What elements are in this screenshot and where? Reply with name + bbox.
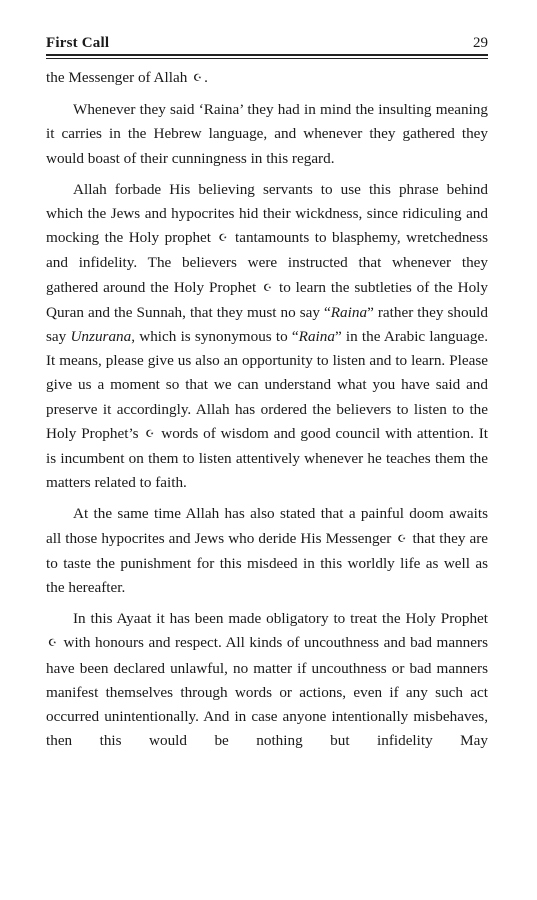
text-run: that they are to taste the punishment for this misdeed in this worldly life as well as the hereafter. [46,529,489,597]
text-run: ” rather they should say [46,303,488,346]
text-run: tantamounts to blasphemy, wretchedness and infidelity. The believers were instructed that whenever they gathered around the Holy Prophet [46,229,488,296]
header-rule [46,54,488,59]
honorific-icon: ☪ [48,638,57,650]
text-run: In this Ayaat it has been made obligatory to treat the Holy Prophet [73,610,488,628]
paragraph-1 [46,66,488,91]
paragraph-4 [46,502,488,600]
body-text [46,66,488,753]
running-title: First Call [46,35,110,51]
text-run: Allah forbade His believing servants to use this phrase behind which the Jews and hypocrites hid their wickdness, since ridiculing and mocking the Holy prophet [46,180,488,247]
text-run: At the same time Allah has also stated that a painful doom awaits all those hypocrites and Jews who deride His Messenger [46,505,488,547]
italic-term: Unzurana [70,328,132,346]
honorific-icon: ☪ [218,233,228,245]
honorific-icon: ☪ [145,428,155,440]
text-run: . [204,69,208,86]
honorific-icon: ☪ [193,73,203,84]
book-page [46,32,488,760]
paragraph-3 [46,178,488,496]
italic-term: Raina [330,303,368,321]
page-number: 29 [473,35,488,51]
text-run: ” in the Arabic language. It means, please give us also an opportunity to listen and to learn. Please give us a moment so that we can understand what you have said and preserve it accordingly. Allah has ordered the believers to listen to the Holy Prophet’s [46,328,488,442]
paragraph-2 [46,98,488,171]
text-run: , which is synonymous to “ [131,328,299,346]
text-run: words of wisdom and good council with attention. It is incumbent on them to listen attentively whenever he teaches them the matters related to faith. [46,424,488,492]
paragraph-5 [46,607,488,753]
italic-term: Raina [298,328,335,346]
text-run: Whenever they said ‘Raina’ they had in mind the insulting meaning it carries in the Hebrew language, and whenever they gathered they would boast of their cunningness in this regard. [46,101,488,167]
text-run: the Messenger of Allah [46,69,192,86]
text-run: with honours and respect. All kinds of uncouthness and bad manners have been declared unlawful, no matter if uncouthness or bad manners manifest themselves through words or actions, even if any such act occurred unintentionally. And in case anyone intentionally misbehaves, then this would be nothing but infidelity May [46,634,488,750]
honorific-icon: ☪ [397,533,407,545]
page-header [46,32,488,52]
text-run: to learn the subtleties of the Holy Quran and the Sunnah, that they must no say “ [46,278,489,321]
honorific-icon: ☪ [263,282,273,294]
